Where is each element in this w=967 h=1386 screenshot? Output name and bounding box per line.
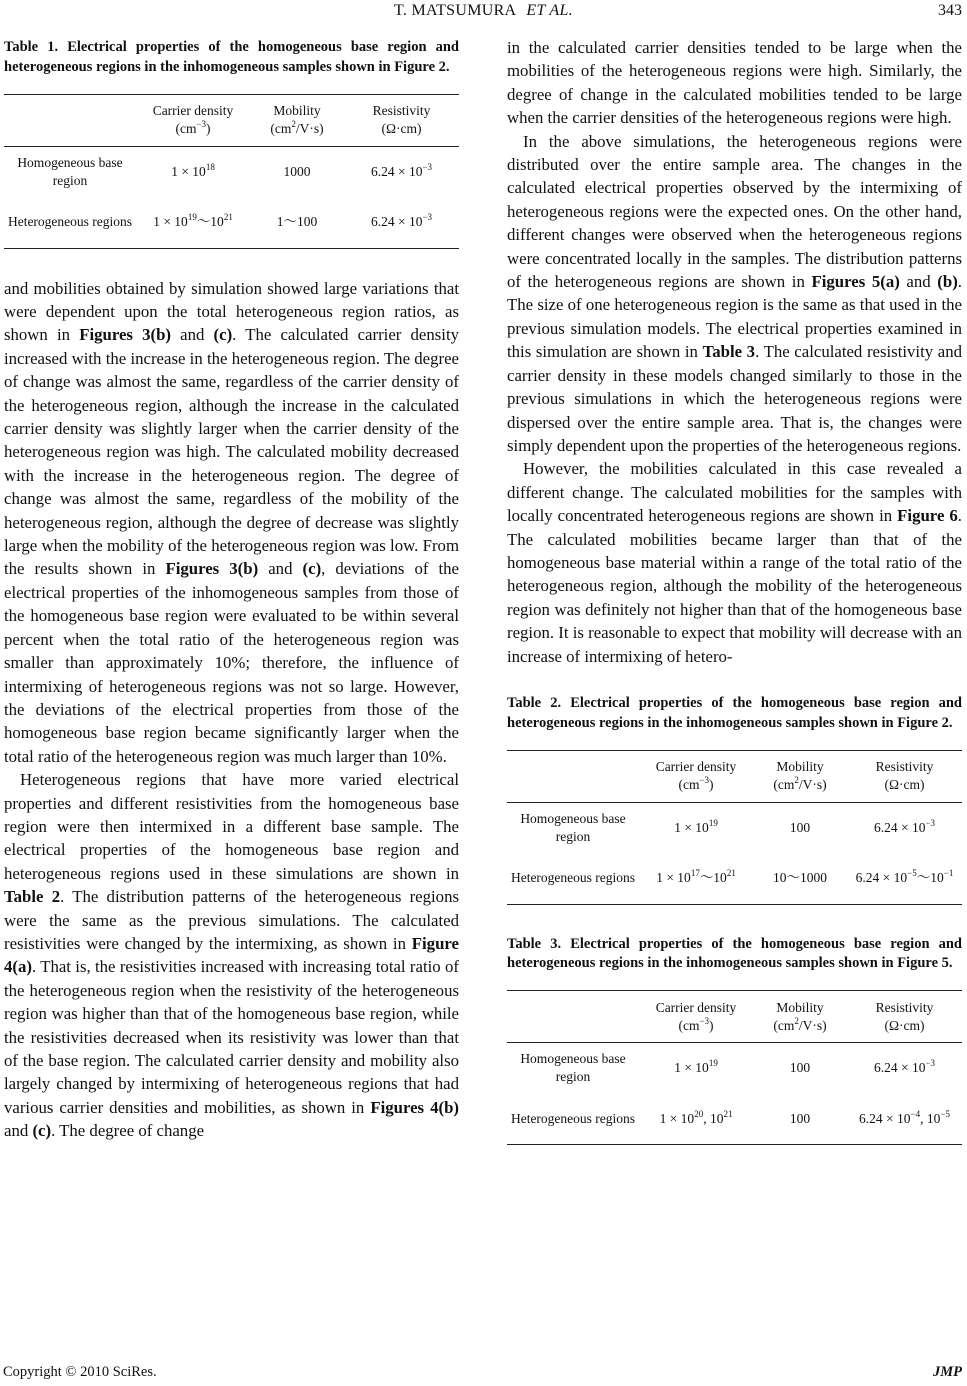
page-footer <box>0 1362 967 1386</box>
header-empty <box>4 94 136 146</box>
cell-carrier-density: $1 \times 10^{18}$ <box>171 161 215 179</box>
table-row <box>4 146 459 197</box>
right-paragraph-3: However, the mobilities calculated in this case revealed a different change. The calculated mobilities for the samples with locally concentrated heterogeneous regions are shown in Figure 6. The calculated mobilities became larger than that of the homogeneous base material within a range of the total ratio of the heterogeneous region, although the mobility of the heterogeneous region was definitely not higher than that of the homogeneous base region. It is reasonable to expect that mobility will decrease with an increase of intermixing of hetero- <box>507 459 962 666</box>
table-header-row <box>4 94 459 146</box>
table1 <box>4 94 459 249</box>
table1-caption: Table 1. Electrical properties of the homogeneous base region and heterogeneous regions in the inhomogeneous samples shown in Figure 2. <box>4 39 459 75</box>
row-label: Heterogeneous regions <box>507 853 639 904</box>
table2 <box>507 750 962 905</box>
header-resistivity: Resistivity (Ω·cm) <box>847 750 962 802</box>
header-mobility: Mobility $(cm^2/V\cdot s)$ <box>250 94 344 146</box>
header-carrier-density: Carrier density $(cm^{-3})$ <box>639 750 753 802</box>
header-mobility: Mobility $(cm^2/V\cdot s)$ <box>753 991 847 1043</box>
header-carrier-density: Carrier density $(cm^{-3})$ <box>639 991 753 1043</box>
cell-resistivity: $6.24 \times 10^{-3}$ <box>344 197 459 248</box>
table3 <box>507 990 962 1145</box>
table-row <box>507 802 962 853</box>
table-row <box>507 1094 962 1145</box>
table2-caption: Table 2. Electrical properties of the homogeneous base region and heterogeneous regions in the inhomogeneous samples shown in Figure 2. <box>507 694 962 731</box>
left-paragraph-1: and mobilities obtained by simulation showed large variations that were dependent upon the total heterogeneous region ratios, as shown in Figures 3(b) and (c). The calculated carrier density increased with the increase in the heterogeneous region. The degree of change was almost the same, regardless of the carrier density of the heterogeneous region, although the increase in the calculated carrier density was slightly larger when the carrier density of the heterogeneous region was high. The calculated mobility decreased with the increase in the heterogeneous region. The degree of change was almost the same, regardless of the mobility of the heterogeneous region, although the degree of decrease was slightly large when the mobility of the heterogeneous region was low. From the results shown in Figures 3(b) and (c), deviations of the electrical properties of the inhomogeneous samples from those of the homogeneous base region were evaluated to be within several percent when the total ratio of the heterogeneous region was smaller than approximately 10%; therefore, the influence of intermixing of heterogeneous regions was not so large. However, the deviations of the electrical properties from those of the homogeneous base region became significantly larger when the total ratio of the heterogeneous region was much larger than 10%. <box>4 278 459 766</box>
cell-carrier-density: $1 \times 10^{19}\sim 10^{21}$ <box>136 197 250 248</box>
row-label: Homogeneous base region <box>520 810 626 844</box>
cell-mobility: 100 <box>789 819 811 835</box>
cell-resistivity: $6.24 \times 10^{-3}$ <box>873 817 936 835</box>
table-row <box>507 853 962 904</box>
header-resistivity: Resistivity (Ω·cm) <box>344 94 459 146</box>
row-label: Heterogeneous regions <box>507 1094 639 1145</box>
table-row <box>4 197 459 248</box>
cell-mobility: 1000 <box>283 163 311 179</box>
cell-carrier-density: $1 \times 10^{19}$ <box>674 817 718 835</box>
cell-mobility: 1～100 <box>250 197 344 248</box>
table-row <box>507 1043 962 1094</box>
row-label: Homogeneous base region <box>17 154 123 188</box>
header-resistivity: Resistivity (Ω·cm) <box>847 991 962 1043</box>
running-head <box>0 2 967 20</box>
cell-resistivity: $6.24 \times 10^{-4}$, $10^{-5}$ <box>847 1094 962 1145</box>
header-mobility: Mobility $(cm^2/V\cdot s)$ <box>753 750 847 802</box>
right-paragraph-1: in the calculated carrier densities tended to be large when the mobilities of the heterogeneous regions were high. Similarly, the degree of change in the calculated mobilities tended to be large when the carrier densities of the heterogeneous regions were high. <box>507 38 962 128</box>
copyright-notice: Copyright © 2010 SciRes. <box>3 1364 157 1380</box>
left-column <box>4 38 459 1143</box>
cell-resistivity: $6.24 \times 10^{-3}$ <box>873 1058 936 1076</box>
et-al: ET AL. <box>526 2 573 19</box>
right-paragraph-2: In the above simulations, the heterogeneous regions were distributed over the entire sample area. The changes in the calculated electrical properties observed by the intermixing of heterogeneous regions were the expected ones. On the other hand, different changes were observed when the heterogeneous regions were concentrated locally in the samples. The distribution patterns of the heterogeneous regions are shown in Figures 5(a) and (b). The size of one heterogeneous region is the same as that used in the previous simulation models. The electrical properties examined in this simulation are shown in Table 3. The calculated resistivity and carrier density in these models changed similarly to those in the previous simulations in which the heterogeneous regions were dispersed over the entire sample area. That is, the changes were simply dependent upon the properties of the heterogeneous regions. <box>507 131 962 455</box>
cell-carrier-density: $1 \times 10^{19}$ <box>674 1058 718 1076</box>
cell-resistivity: $6.24 \times 10^{-3}$ <box>370 161 433 179</box>
cell-carrier-density: $1 \times 10^{17}\sim 10^{21}$ <box>639 853 753 904</box>
cell-mobility: 100 <box>789 1060 811 1076</box>
row-label: Homogeneous base region <box>520 1051 626 1085</box>
header-carrier-density: Carrier density $(cm^{-3})$ <box>136 94 250 146</box>
cell-mobility: 100 <box>753 1094 847 1145</box>
header-empty <box>507 991 639 1043</box>
left-paragraph-2: Heterogeneous regions that have more varied electrical properties and different resistivities from the homogeneous base region were then intermixed in a different base sample. The electrical properties of the homogeneous base region and heterogeneous regions used in these simulations are shown in Table 2. The distribution patterns of the heterogeneous regions were the same as the previous simulations. The calculated resistivities were changed by the intermixing, as shown in Figure 4(a). That is, the resistivities increased with increasing total ratio of the heterogeneous region when the resistivity of the heterogeneous region was higher than that of the homogeneous base region, while the resistivities decreased when its resistivity was lower than that of the base region. The calculated carrier density and mobility also largely changed by intermixing of heterogeneous regions that had various carrier densities and mobilities, as shown in Figures 4(b) and (c). The degree of change <box>4 770 459 1141</box>
page-number: 343 <box>938 2 962 19</box>
journal-abbrev: JMP <box>933 1364 962 1380</box>
table-header-row <box>507 750 962 802</box>
table3-caption: Table 3. Electrical properties of the homogeneous base region and heterogeneous regions in the inhomogeneous samples shown in Figure 5. <box>507 935 962 972</box>
table-header-row <box>507 991 962 1043</box>
author-name: T. MATSUMURA <box>393 2 517 19</box>
cell-mobility: 10～1000 <box>753 853 847 904</box>
right-column <box>507 36 962 1145</box>
page-header <box>0 0 967 26</box>
row-label: Heterogeneous regions <box>4 197 136 248</box>
cell-carrier-density: $1 \times 10^{20}$, $10^{21}$ <box>639 1094 753 1145</box>
header-empty <box>507 750 639 802</box>
cell-resistivity: $6.24 \times 10^{-5}\sim 10^{-1}$ <box>847 853 962 904</box>
